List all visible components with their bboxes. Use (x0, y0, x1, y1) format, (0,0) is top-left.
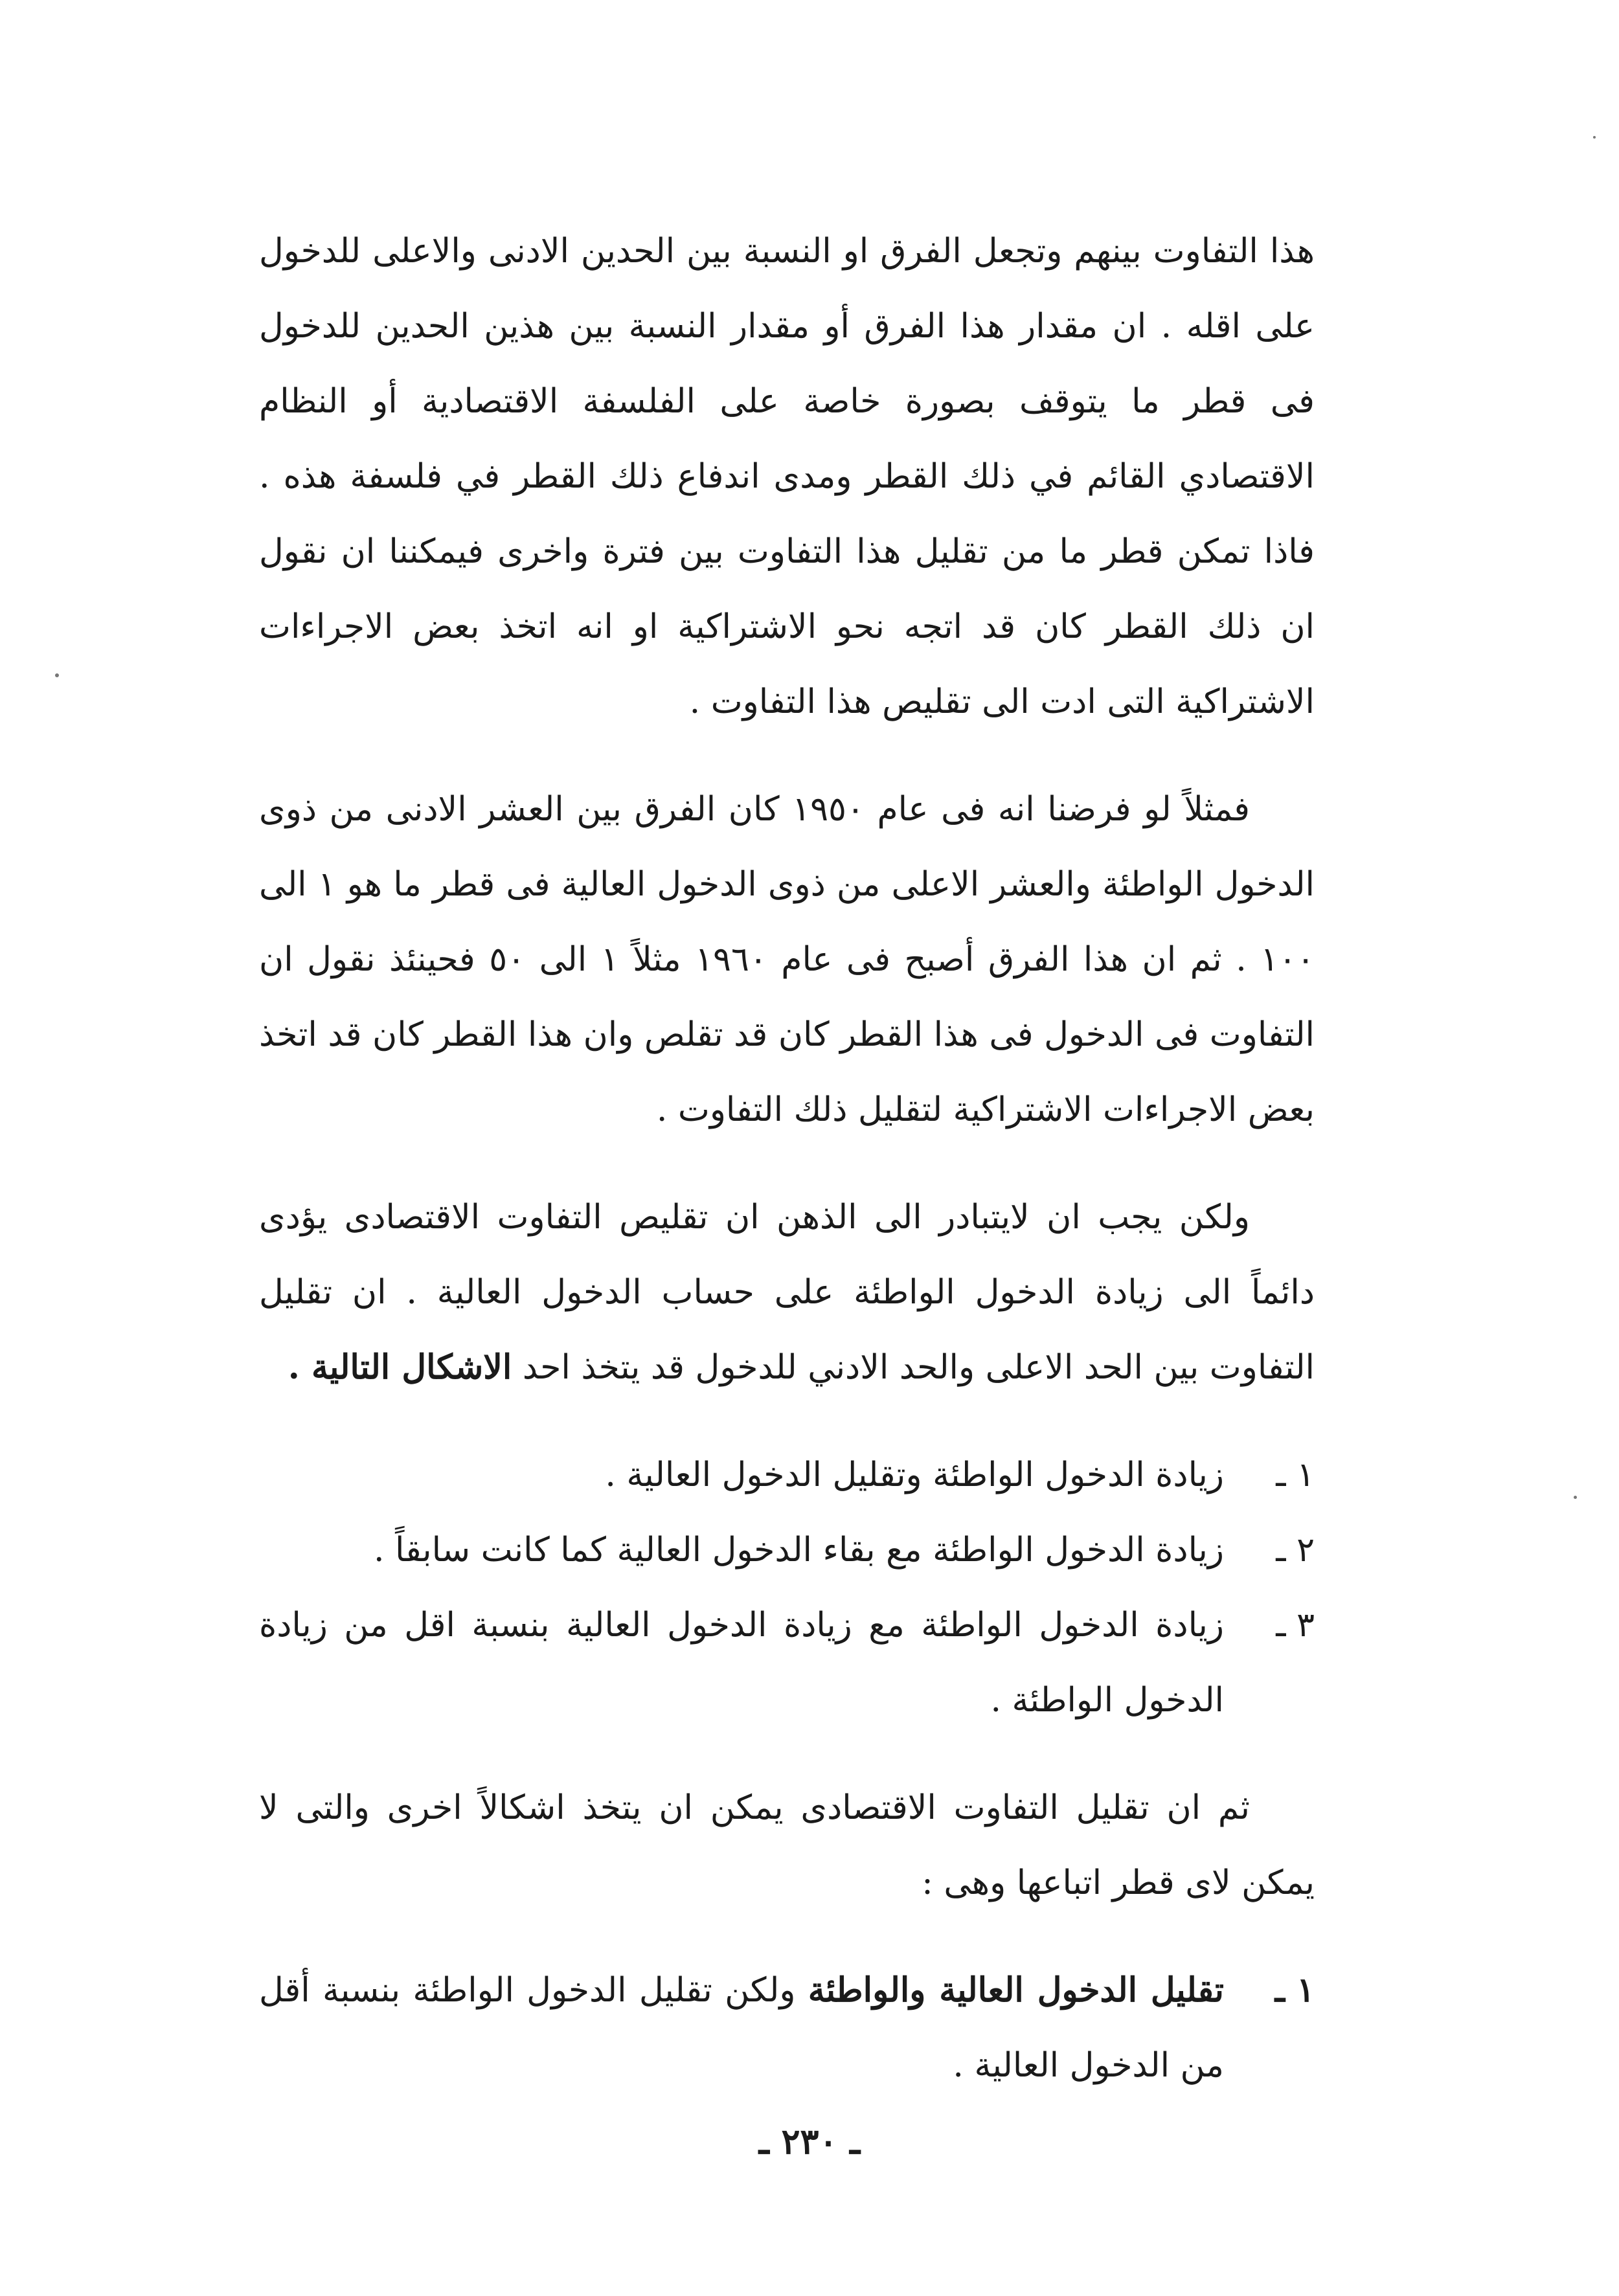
paragraph-3 (259, 1180, 1315, 1405)
list-item-number: ٣ ـ (1276, 1606, 1315, 1645)
list-item-number: ١ ـ (1276, 1456, 1315, 1494)
list-item-lead: تقليل الدخول العالية والواطئة (808, 1970, 1224, 2010)
scan-speck (1574, 1496, 1577, 1499)
list-item-number: ١ ـ (1274, 1970, 1315, 2010)
other-forms-list (259, 1953, 1315, 2103)
list-item-text: زيادة الدخول الواطئة مع زيادة الدخول العالية بنسبة اقل من زيادة الدخول الواطئة . (259, 1606, 1224, 1720)
list-item-text: زيادة الدخول الواطئة مع بقاء الدخول العالية كما كانت سابقاً . (373, 1531, 1224, 1570)
scan-speck (1593, 136, 1596, 139)
list-item-rest: ولكن تقليل الدخول الواطئة بنسبة أقل من الدخول العالية . (259, 1971, 1224, 2085)
list-item-text: زيادة الدخول الواطئة وتقليل الدخول العالية . (605, 1456, 1224, 1494)
list-item-text (259, 1953, 1224, 2103)
paragraph-1: هذا التفاوت بينهم وتجعل الفرق او النسبة بين الحدين الادنى والاعلى للدخول على اقله . ان مقدار هذا الفرق أو مقدار النسبة بين هذين الحدين للدخول فى قطر ما يتوقف بصورة خاصة على الفلسفة الاقتصادية أو النظام الاقتصادي القائم في ذلك القطر ومدى اندفاع ذلك القطر في فلسفة هذه . فاذا تمكن قطر ما من تقليل هذا التفاوت بين فترة واخرى فيمكننا ان نقول ان ذلك القطر كان قد اتجه نحو الاشتراكية او انه اتخذ بعض الاجراءات الاشتراكية التى ادت الى تقليص هذا التفاوت . (259, 232, 1315, 721)
body-text (259, 214, 1315, 2135)
list-item (259, 1513, 1315, 1588)
list-item (259, 1588, 1315, 1738)
forms-list (259, 1437, 1315, 1738)
list-item (259, 1953, 1315, 2103)
paragraph-4: ثم ان تقليل التفاوت الاقتصادى يمكن ان يتخذ اشكالاً اخرى والتى لا يمكن لاى قطر اتباعها وهى : (259, 1788, 1315, 1902)
page-number: ـ ٢٣٠ ـ (758, 2121, 861, 2162)
paragraph-3-heading: الاشكال التالية . (288, 1347, 512, 1387)
paragraph-2: فمثلاً لو فرضنا انه فى عام ١٩٥٠ كان الفرق بين العشر الادنى من ذوى الدخول الواطئة والعشر الاعلى من ذوى الدخول العالية فى قطر ما هو ١ الى ١٠٠ . ثم ان هذا الفرق أصبح فى عام ١٩٦٠ مثلاً ١ الى ٥٠ فحينئذ نقول ان التفاوت فى الدخول فى هذا القطر كان قد تقلص وان هذا القطر كان قد اتخذ بعض الاجراءات الاشتراكية لتقليل ذلك التفاوت . (259, 790, 1315, 1129)
paragraph-3-text: ولكن يجب ان لايتبادر الى الذهن ان تقليص التفاوت الاقتصادى يؤدى دائماً الى زيادة الدخول الواطئة على حساب الدخول العالية . ان تقليل التفاوت بين الحد الاعلى والحد الادني للدخول قد يتخذ احد (259, 1198, 1315, 1387)
scan-speck (55, 673, 59, 677)
list-item (259, 1437, 1315, 1513)
list-item-number: ٢ ـ (1276, 1531, 1315, 1570)
